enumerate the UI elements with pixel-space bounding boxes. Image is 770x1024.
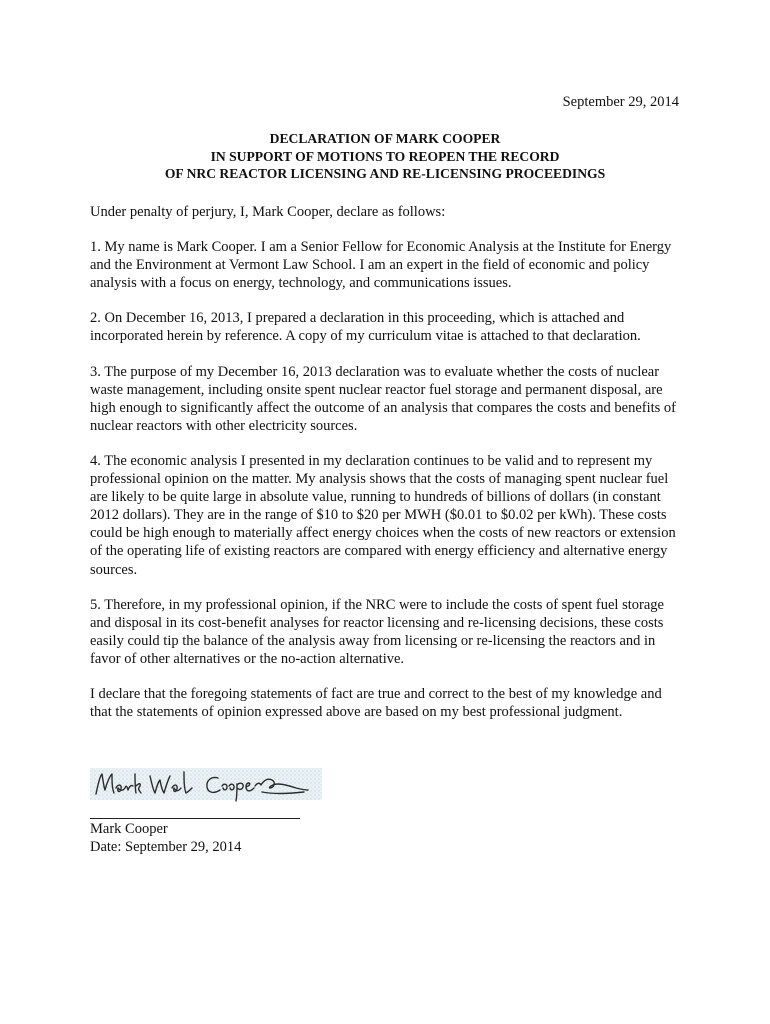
signer-name: Mark Cooper	[90, 821, 168, 837]
paragraph-1: 1. My name is Mark Cooper. I am a Senior Fellow for Economic Analysis at the Institute for Energy and the Environment at Vermont Law School. I am an expert in the field of economic and policy analysis with a focus on energy, technology, and communications issues.	[90, 239, 672, 292]
title-line-2: IN SUPPORT OF MOTIONS TO REOPEN THE RECORD	[210, 148, 560, 164]
paragraph-2: 2. On December 16, 2013, I prepared a declaration in this proceeding, which is attached and incorporated herein by reference. A copy of my curriculum vitae is attached to that declaration.	[90, 310, 641, 345]
signature-block	[90, 766, 350, 855]
paragraph-5: 5. Therefore, in my professional opinion, if the NRC were to include the costs of spent fuel storage and disposal in its cost-benefit analyses for reactor licensing and re-licensing decisions, these costs easily could tip the balance of the analysis away from licensing or re-licensing the reactors and in favor of other alternatives or the no-action alternative.	[90, 596, 664, 667]
document-date: September 29, 2014	[562, 94, 679, 110]
handwritten-signature-icon	[90, 766, 320, 802]
document-title	[0, 130, 770, 183]
paragraph-intro: Under penalty of perjury, I, Mark Cooper, declare as follows:	[90, 204, 446, 220]
title-line-3: OF NRC REACTOR LICENSING AND RE-LICENSING PROCEEDINGS	[164, 166, 606, 181]
signature-line	[90, 818, 300, 819]
paragraph-4: 4. The economic analysis I presented in my declaration continues to be valid and to represent my professional opinion on the matter. My analysis shows that the costs of managing spent nuclear fuel are likely to be quite large in absolute value, running to hundreds of billions of dollars (in constant 2012 dollars). They are in the range of $10 to $20 per MWH ($0.01 to $0.02 per kWh). These costs could be high enough to materially affect energy choices when the costs of new reactors or extension of the operating life of existing reactors are compared with energy efficiency and alternative energy sources.	[90, 452, 676, 578]
title-line-1: DECLARATION OF MARK COOPER	[269, 131, 501, 146]
signature-date: Date: September 29, 2014	[90, 839, 242, 855]
paragraph-closing: I declare that the foregoing statements of fact are true and correct to the best of my knowledge and that the statements of opinion expressed above are based on my best professional judgment.	[90, 685, 662, 721]
paragraph-3: 3. The purpose of my December 16, 2013 declaration was to evaluate whether the costs of nuclear waste management, including onsite spent nuclear reactor fuel storage and permanent disposal, are high enough to significantly affect the outcome of an analysis that compares the costs and benefits of nuclear reactors with other electricity sources.	[90, 363, 677, 434]
declaration-body	[90, 203, 682, 738]
